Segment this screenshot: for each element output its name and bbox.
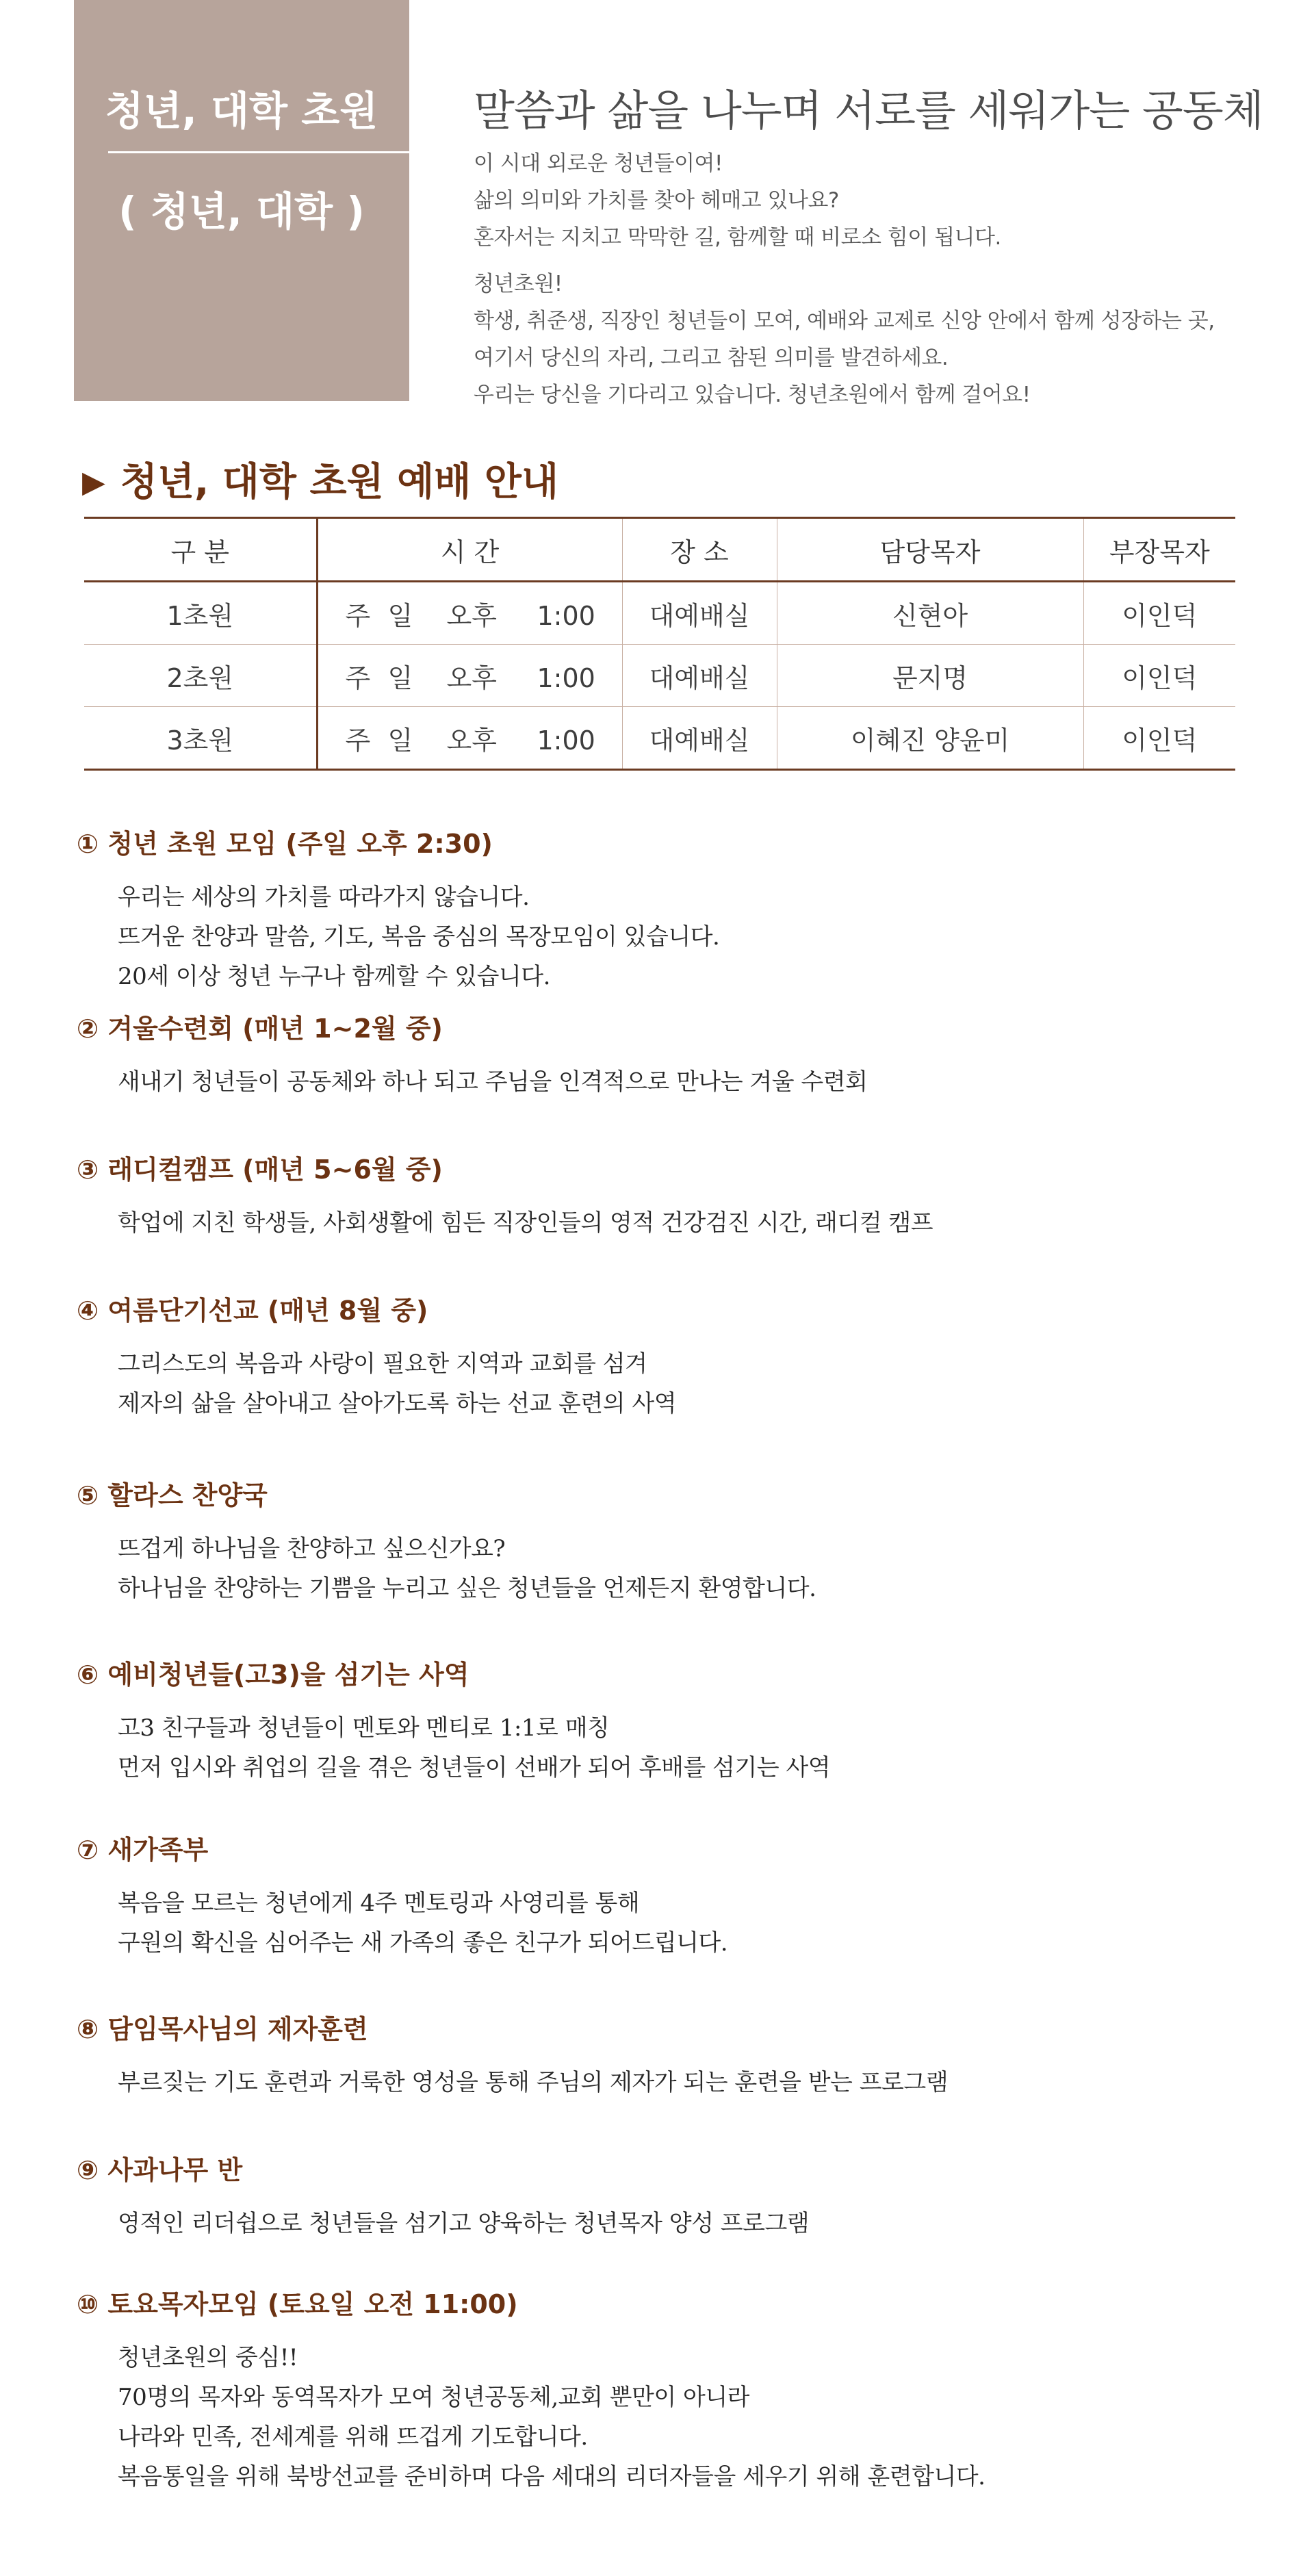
header-head-pastor: 부장목자 <box>1083 518 1235 582</box>
cell-head-pastor: 이인덕 <box>1083 582 1235 645</box>
program-item-title: ③ 래디컬캠프 (매년 5~6월 중) <box>77 1155 443 1185</box>
cell-pastor: 신현아 <box>777 582 1083 645</box>
program-item-body: 새내기 청년들이 공동체와 하나 되고 주님을 인격적으로 만나는 겨울 수련회 <box>118 1068 868 1096</box>
intro-line: 우리는 당신을 기다리고 있습니다. 청년초원에서 함께 걸어요! <box>474 383 1031 407</box>
cell-pastor: 문지명 <box>777 645 1083 707</box>
program-item-body: 우리는 세상의 가치를 따라가지 않습니다. 뜨거운 찬양과 말씀, 기도, 복음 중심의 목장모임이 있습니다. 20세 이상 청년 누구나 함께할 수 있습니다. <box>118 884 720 990</box>
program-item <box>77 1295 1281 1480</box>
program-item <box>77 1659 1281 1834</box>
program-item-title: ⑥ 예비청년들(고3)을 섬기는 사역 <box>77 1660 469 1690</box>
program-item-title: ⑤ 할라스 찬양국 <box>77 1480 268 1510</box>
header-pastor: 담당목자 <box>777 518 1083 582</box>
program-item <box>77 1834 1281 2013</box>
program-item <box>77 1480 1281 1659</box>
program-item-title: ⑦ 새가족부 <box>77 1835 209 1865</box>
cell-head-pastor: 이인덕 <box>1083 645 1235 707</box>
cell-place: 대예배실 <box>622 645 777 707</box>
table-row <box>84 707 1235 770</box>
triangle-marker-icon: ▶ <box>82 465 105 500</box>
intro-text <box>474 145 1295 413</box>
cell-group: 3초원 <box>84 707 317 770</box>
program-item-title: ① 청년 초원 모임 (주일 오후 2:30) <box>77 829 493 859</box>
cell-head-pastor: 이인덕 <box>1083 707 1235 770</box>
cell-place: 대예배실 <box>622 707 777 770</box>
program-item-title: ⑩ 토요목자모임 (토요일 오전 11:00) <box>77 2289 518 2319</box>
intro-line: 여기서 당신의 자리, 그리고 참된 의미를 발견하세요. <box>474 346 949 370</box>
program-item-body: 그리스도의 복음과 사랑이 필요한 지역과 교회를 섬겨 제자의 삶을 살아내고 살아가도록 하는 선교 훈련의 사역 <box>118 1350 677 1417</box>
program-item-title: ④ 여름단기선교 (매년 8월 중) <box>77 1296 428 1326</box>
intro-heading: 말씀과 삶을 나누며 서로를 세워가는 공동체 <box>474 86 1263 136</box>
header-time: 시 간 <box>317 518 622 582</box>
cell-time: 주 일 오후 1:00 <box>317 707 622 770</box>
schedule-header-row <box>84 518 1235 582</box>
cell-pastor: 이혜진 양윤미 <box>777 707 1083 770</box>
header-place: 장 소 <box>622 518 777 582</box>
program-item-title: ② 겨울수련회 (매년 1~2월 중) <box>77 1014 443 1044</box>
program-item-body: 영적인 리더쉽으로 청년들을 섬기고 양육하는 청년목자 양성 프로그램 <box>118 2210 810 2237</box>
intro-line: 청년초원! <box>474 272 563 296</box>
program-list <box>77 828 1281 2497</box>
header-group: 구 분 <box>84 518 317 582</box>
schedule-title <box>82 452 558 506</box>
section-badge <box>74 0 409 401</box>
schedule-title-text: 청년, 대학 초원 예배 안내 <box>120 460 559 504</box>
intro-line: 학생, 취준생, 직장인 청년들이 모여, 예배와 교제로 신앙 안에서 함께 성장하는 곳, <box>474 309 1215 333</box>
program-item <box>77 1154 1281 1295</box>
program-item-body: 복음을 모르는 청년에게 4주 멘토링과 사영리를 통해 구원의 확신을 심어주는 새 가족의 좋은 친구가 되어드립니다. <box>118 1890 728 1957</box>
program-item <box>77 828 1281 1013</box>
badge-divider-dot <box>461 146 473 158</box>
table-row <box>84 645 1235 707</box>
program-item <box>77 2154 1281 2289</box>
badge-subtitle: ( 청년, 대학 ) <box>118 188 365 235</box>
program-item-title: ⑨ 사과나무 반 <box>77 2155 243 2185</box>
cell-time: 주 일 오후 1:00 <box>317 582 622 645</box>
program-item <box>77 2013 1281 2154</box>
cell-group: 2초원 <box>84 645 317 707</box>
program-item-body: 뜨겁게 하나님을 찬양하고 싶으신가요? 하나님을 찬양하는 기쁨을 누리고 싶은 청년들을 언제든지 환영합니다. <box>118 1535 816 1602</box>
program-item-body: 학업에 지친 학생들, 사회생활에 힘든 직장인들의 영적 건강검진 시간, 래디컬 캠프 <box>118 1209 933 1237</box>
program-item <box>77 1013 1281 1154</box>
badge-divider <box>108 151 465 153</box>
cell-place: 대예배실 <box>622 582 777 645</box>
cell-group: 1초원 <box>84 582 317 645</box>
program-item-body: 부르짖는 기도 훈련과 거룩한 영성을 통해 주님의 제자가 되는 훈련을 받는 프로그램 <box>118 2069 949 2096</box>
cell-time: 주 일 오후 1:00 <box>317 645 622 707</box>
program-item-body: 고3 친구들과 청년들이 멘토와 멘티로 1:1로 매칭 먼저 입시와 취업의 길을 겪은 청년들이 선배가 되어 후배를 섬기는 사역 <box>118 1714 831 1781</box>
intro-line: 이 시대 외로운 청년들이여! <box>474 151 723 176</box>
schedule-table <box>84 517 1235 771</box>
intro-line: 삶의 의미와 가치를 찾아 헤매고 있나요? <box>474 188 839 213</box>
program-item-title: ⑧ 담임목사님의 제자훈련 <box>77 2014 368 2044</box>
program-item <box>77 2289 1281 2497</box>
badge-title: 청년, 대학 초원 <box>105 88 378 134</box>
program-item-body: 청년초원의 중심!! 70명의 목자와 동역목자가 모여 청년공동체,교회 뿐만이 아니라 나라와 민족, 전세계를 위해 뜨겁게 기도합니다. 복음통일을 위해 북방선교를 준비하며 다음 세대의 리더자들을 세우기 위해 훈련합니다. <box>118 2344 985 2490</box>
intro-line: 혼자서는 지치고 막막한 길, 함께할 때 비로소 힘이 됩니다. <box>474 225 1001 250</box>
table-row <box>84 582 1235 645</box>
